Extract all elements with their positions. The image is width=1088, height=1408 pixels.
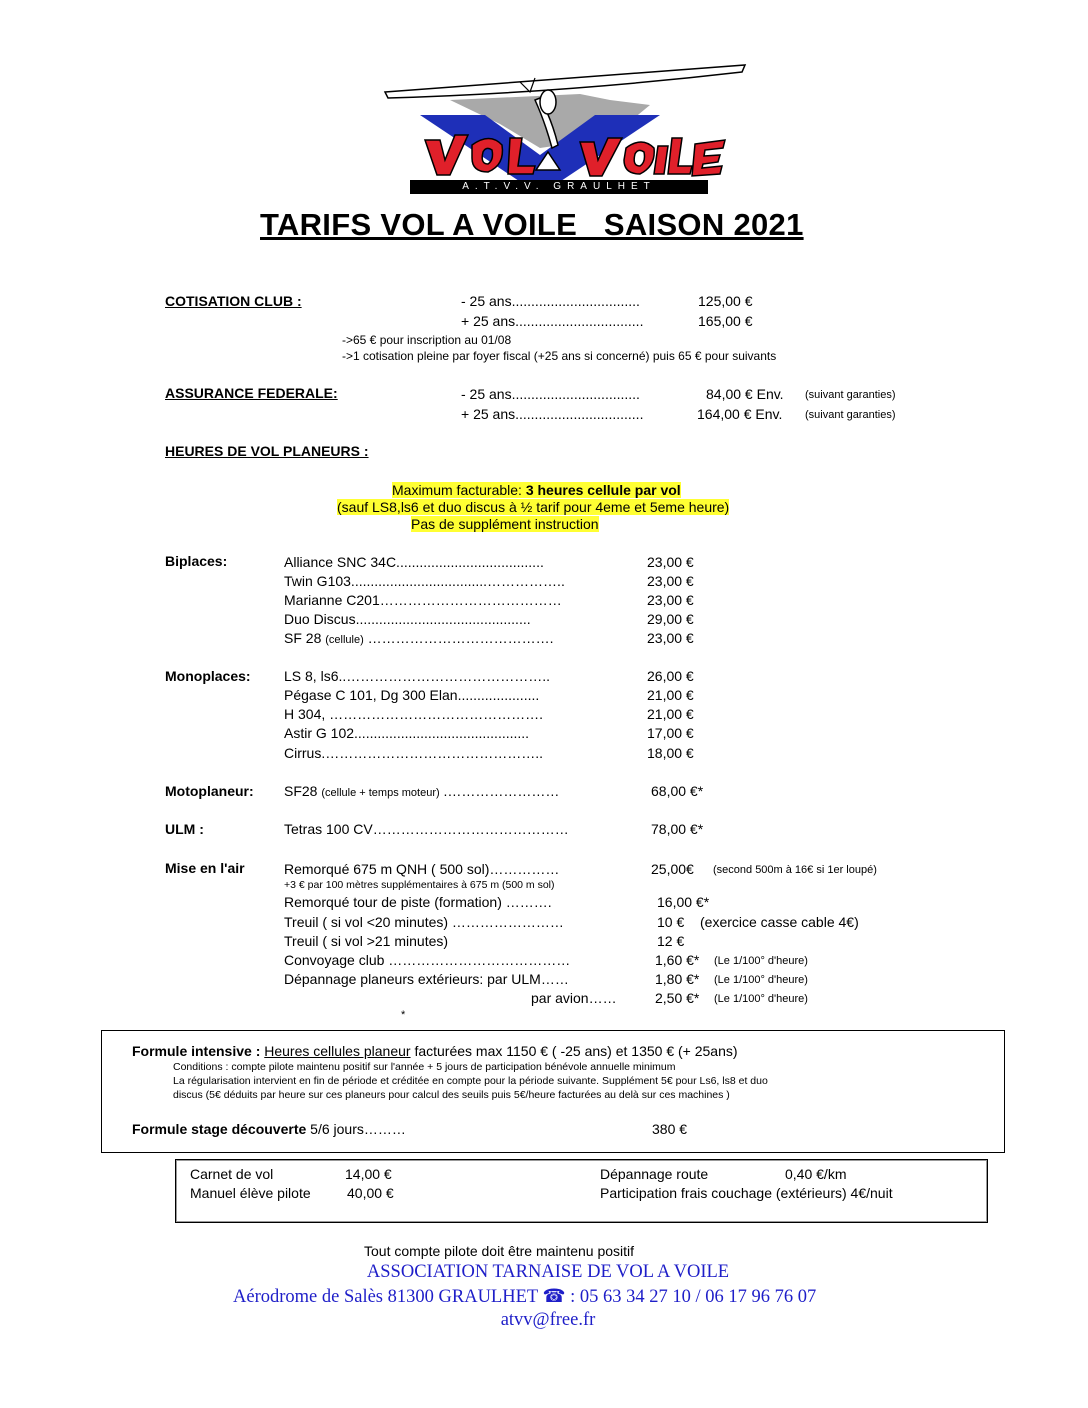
biplace-name-5-small: (cellule) [325, 634, 364, 646]
ulm-name: Tetras 100 CV…………………………………… [284, 821, 569, 837]
mise-row-2-name: Treuil ( si vol <20 minutes) …………………… [284, 914, 564, 930]
intensive-link: Heures cellules planeur [264, 1043, 411, 1059]
mise-row-6-note: (Le 1/100° d'heure) [714, 993, 808, 1005]
address-line [233, 1286, 816, 1308]
cotisation-row-2-who: + 25 ans................................. [461, 313, 644, 329]
monoplace-name-3: H 304, ………………………………………. [284, 706, 544, 722]
monoplace-price-2: 21,00 € [647, 687, 694, 703]
carnet-price: 14,00 € [345, 1166, 392, 1182]
cotisation-row-2-price: 165,00 € [698, 313, 753, 329]
mise-row-1-price: 16,00 €* [657, 894, 710, 910]
highlight-line-1-bold: 3 heures cellule par vol [525, 482, 681, 498]
carnet-label: Carnet de vol [190, 1166, 274, 1182]
mise-row-4-name: Convoyage club ………………………………… [284, 952, 571, 968]
glider-logo-icon [380, 60, 750, 200]
manuel-label: Manuel élève pilote [190, 1185, 311, 1201]
intensive-line [132, 1043, 738, 1059]
stage-label: Formule stage découverte [132, 1121, 307, 1137]
cotisation-note-1: ->65 € pour inscription au 01/08 [342, 333, 512, 347]
biplace-price-4: 29,00 € [647, 611, 694, 627]
compte-positif-note: Tout compte pilote doit être maintenu positif [364, 1243, 635, 1259]
assurance-row-1-price: 84,00 € Env. [706, 386, 784, 402]
monoplace-price-4: 17,00 € [647, 725, 694, 741]
mise-row-4-note: (Le 1/100° d'heure) [714, 955, 808, 967]
remorque-note: (second 500m à 16€ si 1er loupé) [713, 864, 877, 876]
assurance-row-2-note: (suivant garanties) [805, 409, 896, 421]
stage-price: 380 € [652, 1121, 688, 1137]
highlight-line-1-pre: Maximum facturable: [392, 482, 526, 498]
highlight-line-3: Pas de supplément instruction [411, 516, 599, 532]
highlight-line-2: (sauf LS8,ls6 et duo discus à ½ tarif pour 4eme et 5eme heure) [337, 499, 730, 515]
cotisation-label: COTISATION CLUB : [165, 293, 302, 309]
monoplace-name-2: Pégase C 101, Dg 300 Elan..................... [284, 687, 540, 703]
mise-row-1-name: Remorqué tour de piste (formation) ………. [284, 894, 552, 910]
mise-row-2-price: 10 € [657, 914, 685, 930]
remorque-extra-note: +3 € par 100 mètres supplémentaires à 675 m (500 m sol) [284, 879, 555, 891]
page-title: TARIFS VOL A VOILE SAISON 2021 [260, 207, 804, 242]
mise-star: * [401, 1009, 406, 1021]
motoplaneur-name-text: SF28 [284, 783, 322, 799]
stage-rest: 5/6 jours……… [306, 1121, 406, 1137]
mise-row-3-price: 12 € [657, 933, 685, 949]
motoplaneur-name [284, 783, 559, 799]
manuel-price: 40,00 € [347, 1185, 394, 1201]
biplace-price-1: 23,00 € [647, 554, 694, 570]
monoplace-price-3: 21,00 € [647, 706, 694, 722]
assurance-row-2-price: 164,00 € Env. [697, 406, 783, 422]
biplace-name-5 [284, 630, 554, 646]
biplace-name-5-dots: …………………………………. [363, 630, 554, 646]
mise-row-5-price: 1,80 €* [655, 971, 700, 987]
motoplaneur-label: Motoplaneur: [165, 783, 254, 799]
biplace-name-3: Marianne C201………………………………… [284, 592, 562, 608]
monoplaces-label: Monoplaces: [165, 668, 251, 684]
mise-row-2-note: (exercice casse cable 4€) [700, 914, 859, 930]
heures-label: HEURES DE VOL PLANEURS : [165, 443, 369, 459]
depannage-route-price: 0,40 €/km [785, 1166, 847, 1182]
address-pre: Aérodrome de Salès 81300 GRAULHET [233, 1287, 543, 1307]
biplace-price-5: 23,00 € [647, 630, 694, 646]
mise-label: Mise en l'air [165, 860, 245, 876]
assurance-row-1-who: - 25 ans................................. [461, 386, 640, 402]
association-name: ASSOCIATION TARNAISE DE VOL A VOILE [366, 1262, 730, 1282]
stage-line [132, 1121, 406, 1137]
intensive-condition-1: Conditions : compte pilote maintenu positif sur l'année + 5 jours de participation bénévole annuelle minimum [173, 1061, 676, 1073]
ulm-label: ULM : [165, 821, 204, 837]
mise-row-3-name: Treuil ( si vol >21 minutes) [284, 933, 449, 949]
intensive-condition-3: discus (5€ déduits par heure sur ces planeurs pour calcul des seuils puis 5€/heure facturées au delà sur ces machines ) [173, 1089, 730, 1101]
motoplaneur-dots: .…………………… [439, 783, 560, 799]
cotisation-row-1-who: - 25 ans................................. [461, 293, 640, 309]
intensive-label: Formule intensive : [132, 1043, 265, 1059]
cotisation-row-1-price: 125,00 € [698, 293, 753, 309]
biplace-name-4: Duo Discus............................................. [284, 611, 531, 627]
highlight-line-1 [392, 482, 681, 498]
mise-row-6-name: par avion…… [531, 990, 617, 1006]
club-logo [380, 60, 750, 200]
remorque-price: 25,00€ [651, 861, 694, 877]
logo-subtitle: A.T.V.V. GRAULHET [462, 181, 656, 192]
frais-couchage: Participation frais couchage (extérieurs) 4€/nuit [600, 1185, 893, 1201]
assurance-row-1-note: (suivant garanties) [805, 389, 896, 401]
mise-row-4-price: 1,60 €* [655, 952, 700, 968]
biplace-price-3: 23,00 € [647, 592, 694, 608]
assurance-row-2-who: + 25 ans................................. [461, 406, 644, 422]
intensive-condition-2: La régularisation intervient en fin de période et créditée en compte pour la période suivante. Supplément 5€ pour Ls6, ls8 et duo [173, 1075, 768, 1087]
mise-row-5-note: (Le 1/100° d'heure) [714, 974, 808, 986]
contact-email[interactable]: atvv@free.fr [500, 1310, 596, 1330]
mise-row-5-name: Dépannage planeurs extérieurs: par ULM…… [284, 971, 569, 987]
motoplaneur-name-small: (cellule + temps moteur) [321, 787, 440, 799]
monoplace-name-4: Astir G 102............................................. [284, 725, 530, 741]
intensive-rest: facturées max 1150 € ( -25 ans) et 1350 € (+ 25ans) [410, 1043, 738, 1059]
ulm-price: 78,00 €* [651, 821, 704, 837]
motoplaneur-price: 68,00 €* [651, 783, 704, 799]
monoplace-name-1: LS 8, ls6..…………………………………….. [284, 668, 551, 684]
mise-row-6-price: 2,50 €* [655, 990, 700, 1006]
biplace-name-2: Twin G103...................................…………….. [284, 573, 565, 589]
monoplace-price-1: 26,00 € [647, 668, 694, 684]
biplace-name-1: Alliance SNC 34C...................................... [284, 554, 544, 570]
biplaces-label: Biplaces: [165, 553, 228, 569]
cotisation-note-2: ->1 cotisation pleine par foyer fiscal (+25 ans si concerné) puis 65 € pour suivants [342, 349, 777, 363]
monoplace-price-5: 18,00 € [647, 745, 694, 761]
remorque-name: Remorqué 675 m QNH ( 500 sol)…………… [284, 861, 560, 877]
telephone-icon: ☎ [542, 1287, 566, 1307]
depannage-route-label: Dépannage route [600, 1166, 709, 1182]
address-post: : 05 63 34 27 10 / 06 17 96 76 07 [565, 1287, 817, 1307]
biplace-price-2: 23,00 € [647, 573, 694, 589]
assurance-label: ASSURANCE FEDERALE: [165, 385, 338, 401]
biplace-name-5-text: SF 28 [284, 630, 326, 646]
monoplace-name-5: Cirrus.……………………………………….. [284, 745, 543, 761]
